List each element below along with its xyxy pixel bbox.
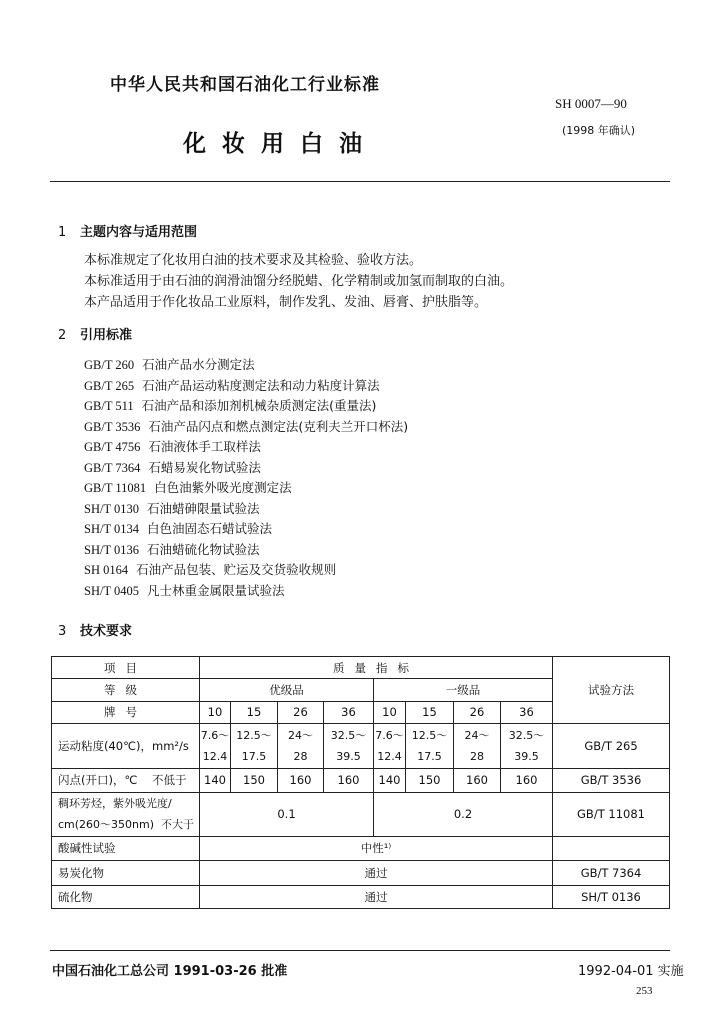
grade-first: 一级品 bbox=[374, 679, 553, 701]
brand-cell: 15 bbox=[231, 701, 278, 723]
method-cell: SH/T 0136 bbox=[553, 885, 670, 908]
reference-code: GB/T 11081 bbox=[84, 481, 147, 495]
reference-item bbox=[84, 396, 408, 417]
reference-name: 石油产品运动粘度测定法和动力粘度计算法 bbox=[142, 377, 380, 393]
value-line: 32.5～ bbox=[508, 728, 545, 742]
section-2-heading bbox=[58, 324, 132, 343]
uv-absorbance-label bbox=[52, 793, 200, 837]
method-cell bbox=[553, 836, 670, 860]
section-number: 1 bbox=[58, 225, 67, 240]
value-line: 7.6～ bbox=[200, 728, 230, 742]
scope-paragraph: 本标准规定了化妆用白油的技术要求及其检验、验收方法。 bbox=[84, 253, 423, 268]
brand-cell: 26 bbox=[454, 701, 501, 723]
section-title: 技术要求 bbox=[80, 624, 133, 639]
value-cell: 0.2 bbox=[374, 793, 553, 837]
reference-item bbox=[84, 478, 408, 499]
method-cell: GB/T 3536 bbox=[553, 768, 670, 792]
table-row bbox=[52, 768, 670, 792]
value-cell: 140 bbox=[374, 768, 406, 792]
section-number: 2 bbox=[58, 328, 67, 343]
implementation-date: 1992-04-01 实施 bbox=[578, 964, 684, 979]
footer-divider bbox=[50, 950, 670, 951]
reference-name: 凡士林重金属限量试验法 bbox=[147, 582, 285, 598]
reference-name: 石油产品闪点和燃点测定法(克利夫兰开口杯法) bbox=[148, 418, 409, 434]
label-line: cm(260～350nm) 不大于 bbox=[58, 818, 195, 832]
page-title: 化妆用白油 bbox=[183, 131, 378, 157]
reference-code: GB/T 260 bbox=[84, 358, 135, 372]
reference-list bbox=[84, 355, 408, 601]
reference-name: 石油产品水分测定法 bbox=[142, 357, 255, 372]
value-cell: 160 bbox=[501, 768, 553, 792]
method-cell: GB/T 7364 bbox=[553, 861, 670, 885]
brand-cell: 10 bbox=[374, 701, 406, 723]
reference-item bbox=[84, 417, 408, 438]
brand-cell: 36 bbox=[324, 701, 374, 723]
value-line: 17.5 bbox=[241, 749, 267, 763]
approval-line: 中国石油化工总公司 1991-03-26 批准 bbox=[52, 964, 288, 979]
reference-name: 石油蜡硫化物试验法 bbox=[147, 541, 260, 557]
value-cell: 150 bbox=[231, 768, 278, 792]
reference-item bbox=[84, 437, 408, 458]
section-number: 3 bbox=[58, 624, 67, 639]
brand-header: 牌号 bbox=[52, 701, 200, 723]
quality-header: 质量指标 bbox=[200, 657, 553, 679]
reference-code: SH/T 0136 bbox=[84, 542, 139, 557]
section-1-heading bbox=[58, 221, 197, 240]
grade-top: 优级品 bbox=[200, 679, 374, 701]
reference-code: GB/T 4756 bbox=[84, 440, 141, 454]
technical-requirements-table bbox=[51, 656, 670, 909]
value-cell: 160 bbox=[324, 768, 374, 792]
reference-code: GB/T 511 bbox=[84, 399, 134, 413]
table-row bbox=[52, 657, 670, 679]
reference-item bbox=[84, 499, 408, 520]
reference-item bbox=[84, 560, 408, 581]
value-line: 24～ bbox=[464, 728, 490, 742]
value-cell: 140 bbox=[200, 768, 231, 792]
flash-point-label: 闪点(开口)，℃ 不低于 bbox=[52, 768, 200, 792]
value-line: 7.6～ bbox=[375, 728, 404, 742]
reference-name: 石油产品包装、贮运及交货验收规则 bbox=[136, 562, 337, 577]
method-header: 试验方法 bbox=[553, 657, 670, 724]
value-cell bbox=[200, 724, 231, 769]
value-cell: 0.1 bbox=[200, 793, 374, 837]
section-title: 引用标准 bbox=[80, 328, 133, 343]
reference-item bbox=[84, 581, 408, 602]
method-cell: GB/T 265 bbox=[553, 724, 670, 769]
reference-name: 石油产品和添加剂机械杂质测定法(重量法) bbox=[141, 398, 377, 413]
reference-code: SH 0164 bbox=[84, 563, 129, 577]
reference-name: 白色油固态石蜡试验法 bbox=[147, 521, 273, 536]
table-row bbox=[52, 885, 670, 908]
reference-item bbox=[84, 519, 408, 540]
value-cell: 通过 bbox=[200, 861, 553, 885]
reference-name: 石蜡易炭化物试验法 bbox=[148, 459, 261, 475]
header-divider bbox=[50, 181, 670, 182]
value-cell bbox=[406, 724, 454, 769]
standard-code: SH 0007—90 bbox=[555, 96, 627, 111]
reference-item bbox=[84, 540, 408, 561]
brand-cell: 36 bbox=[501, 701, 553, 723]
brand-cell: 10 bbox=[200, 701, 231, 723]
sulfide-label: 硫化物 bbox=[52, 885, 200, 908]
value-cell: 中性¹⁾ bbox=[200, 836, 553, 860]
value-line: 28 bbox=[293, 749, 308, 763]
value-cell bbox=[454, 724, 501, 769]
confirmation-note: (1998 年确认) bbox=[562, 124, 636, 137]
item-header: 项目 bbox=[52, 657, 200, 679]
value-line: 12.4 bbox=[202, 749, 228, 763]
reference-code: GB/T 7364 bbox=[84, 460, 141, 475]
reference-code: SH/T 0134 bbox=[84, 522, 139, 536]
value-line: 24～ bbox=[288, 728, 313, 742]
value-line: 39.5 bbox=[514, 749, 539, 763]
value-cell bbox=[324, 724, 374, 769]
reference-name: 石油液体手工取样法 bbox=[148, 439, 261, 454]
value-cell bbox=[278, 724, 324, 769]
page-number: 253 bbox=[636, 985, 653, 997]
value-line: 39.5 bbox=[336, 749, 361, 763]
value-cell: 通过 bbox=[200, 885, 553, 908]
value-line: 28 bbox=[470, 749, 484, 763]
section-title: 主题内容与适用范围 bbox=[80, 225, 198, 240]
value-cell: 160 bbox=[454, 768, 501, 792]
reference-name: 石油蜡砷限量试验法 bbox=[147, 500, 260, 516]
label-line: 稠环芳烃，紫外吸光度/ bbox=[58, 797, 172, 811]
table-row bbox=[52, 724, 670, 769]
acid-base-label: 酸碱性试验 bbox=[52, 836, 200, 860]
value-cell bbox=[501, 724, 553, 769]
reference-name: 白色油紫外吸光度测定法 bbox=[154, 480, 292, 495]
scope-paragraph: 本产品适用于作化妆品工业原料，制作发乳、发油、唇膏、护肤脂等。 bbox=[84, 295, 488, 310]
reference-item bbox=[84, 355, 408, 376]
reference-item bbox=[84, 458, 408, 479]
grade-header: 等级 bbox=[52, 679, 200, 701]
reference-code: SH/T 0405 bbox=[84, 583, 139, 598]
carbonizable-label: 易炭化物 bbox=[52, 861, 200, 885]
value-cell: 150 bbox=[406, 768, 454, 792]
value-line: 17.5 bbox=[417, 749, 442, 763]
section-3-heading bbox=[58, 620, 132, 639]
method-cell: GB/T 11081 bbox=[553, 793, 670, 837]
value-cell bbox=[374, 724, 406, 769]
value-line: 12.5～ bbox=[236, 728, 272, 742]
scope-paragraph: 本标准适用于由石油的润滑油馏分经脱蜡、化学精制或加氢而制取的白油。 bbox=[84, 274, 514, 289]
reference-item bbox=[84, 376, 408, 397]
reference-code: GB/T 265 bbox=[84, 378, 135, 393]
table-row bbox=[52, 861, 670, 885]
standard-name: 中华人民共和国石油化工行业标准 bbox=[110, 75, 380, 95]
reference-code: GB/T 3536 bbox=[84, 419, 141, 434]
value-line: 12.4 bbox=[377, 749, 402, 763]
scope-paragraphs bbox=[84, 250, 513, 313]
brand-cell: 26 bbox=[278, 701, 324, 723]
table-row bbox=[52, 793, 670, 837]
value-line: 12.5～ bbox=[411, 728, 448, 742]
viscosity-label: 运动粘度(40℃)，mm²/s bbox=[52, 724, 200, 769]
value-line: 32.5～ bbox=[330, 728, 367, 742]
reference-code: SH/T 0130 bbox=[84, 501, 139, 516]
brand-cell: 15 bbox=[406, 701, 454, 723]
value-cell bbox=[231, 724, 278, 769]
value-cell: 160 bbox=[278, 768, 324, 792]
table-row bbox=[52, 836, 670, 860]
